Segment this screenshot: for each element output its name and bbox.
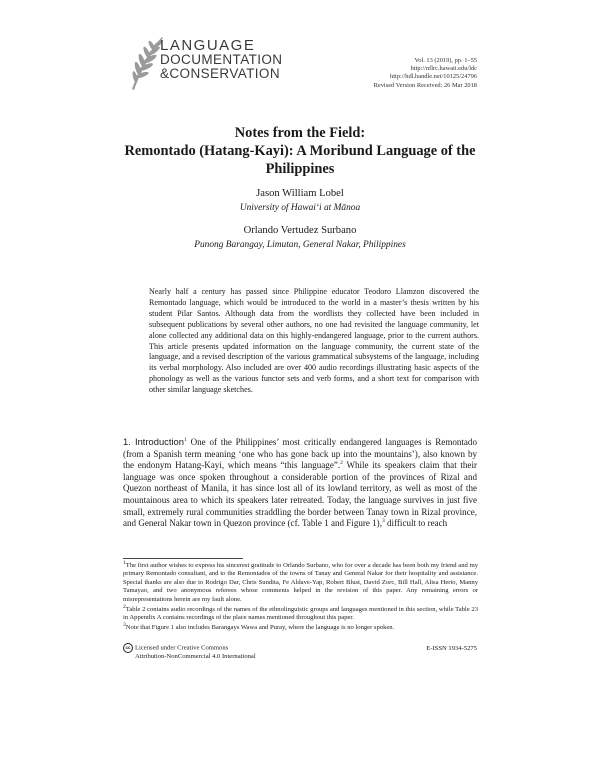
journal-url[interactable]: http://nflrc.hawaii.edu/ldc [410, 65, 477, 73]
abstract: Nearly half a century has passed since Philippine educator Teodoro Llamzon discovered the Remontado language, which would be introduced to the world in a master’s thesis written by his student Pilar Santos. Although data from the wordlists they collected have been included in subsequent publications by several other authors, no one had revisited the language community, let alone collected any additional data on this highly-endangered language, prior to the current authors. This article presents updated information on the language community, the current state of the language, and a revised description of the various grammatical subsystems of the language, including its verbal morphology. Also included are over 400 audio recordings illustrating basic aspects of the phonology as well as the various functor sets and verb forms, and a short text for comparison with other similar language sketches. [149, 287, 479, 395]
footnote-item: $^2$Table 2 contains audio recordings of the names of the ethnolinguistic groups and languages mentioned in this section, while Table 23 in Appendix A contains recordings of the place names mentioned throughout this paper. [123, 603, 478, 621]
author-affiliation-2: Punong Barangay, Limutan, General Nakar, Philippines [194, 240, 406, 250]
section-heading: 1. Introduction [123, 436, 184, 447]
journal-logo [128, 33, 298, 91]
logo-line-2: DOCUMENTATION [160, 52, 283, 67]
footnote-item: $^3$Note that Figure 1 also includes Barangays Wawa and Puray, where the language is no longer spoken. [123, 621, 395, 631]
footnote-ref-2[interactable]: 2 [340, 460, 343, 467]
author-name-2: Orlando Vertudez Surbano [243, 225, 357, 236]
eissn: E-ISSN 1934-5275 [426, 645, 477, 652]
footnote-divider [123, 558, 243, 559]
introduction-paragraph: 1. Introduction$^1$ One of the Philippines’ most critically endangered languages is Remontado (from a Spanish term meaning ‘one who has gone back up into the mountains’), also known by the endonym Hatang-Kayi, which means “this language”.$^2$ While its speakers claim that their language was once spoken throughout a considerable portion of the provinces of Rizal and Quezon northeast of Manila, it has since lost all of its lowland territory, as well as most of the mountainous area to which its speakers later retreated. Today, the language survives in just five small, extremely rural communities straddling the border between Tanay town in Rizal province, and General Nakar town in Quezon province (cf. Table 1 and Figure 1),$^3$ difficult to reach [123, 436, 477, 529]
logo-line-1: LANGUAGE [160, 37, 256, 54]
license-line-1[interactable]: Licensed under Creative Commons [135, 644, 229, 652]
footnote-item: $^1$The first author wishes to express his sincerest gratitude to Orlando Surbano, who for over a decade has been both my friend and my primary Remontado consultant, and to the Remontados of the towns of Tanay and General Nakar for their hospitality and assistance. Special thanks are also due to Rodrigo Dar, Chris Sundita, Fe Aldave-Yap, Robert Blust, David Zorc, Bill Hall, Alisa Herio, Manny Tamayao, and two anonymous referees whose comments helped in the revision of this paper. Any remaining errors or misrepresentations herein are my fault alone. [123, 559, 478, 603]
article-title: Notes from the Field: Remontado (Hatang-Kayi): A Moribund Language of the Philippines [124, 125, 476, 178]
volume-info: Vol. 13 (2019), pp. 1–55 [414, 57, 477, 64]
license-line-2[interactable]: Attribution-NonCommercial 4.0 International [135, 653, 256, 661]
license-block [123, 643, 256, 662]
author-name-1: Jason William Lobel [256, 188, 344, 199]
creative-commons-icon: cc [123, 643, 133, 653]
logo-line-3: &CONSERVATION [160, 66, 280, 81]
footnotes [123, 559, 478, 634]
journal-metadata [374, 57, 477, 90]
footnote-ref-3[interactable]: 3 [381, 518, 385, 525]
revised-date: Revised Version Received: 26 Mar 2018 [373, 81, 477, 89]
author-affiliation-1: University of Hawai‘i at Mānoa [239, 203, 361, 213]
handle-url[interactable]: http://hdl.handle.net/10125/24796 [390, 73, 477, 81]
footnote-ref-1[interactable]: 1 [183, 436, 187, 443]
